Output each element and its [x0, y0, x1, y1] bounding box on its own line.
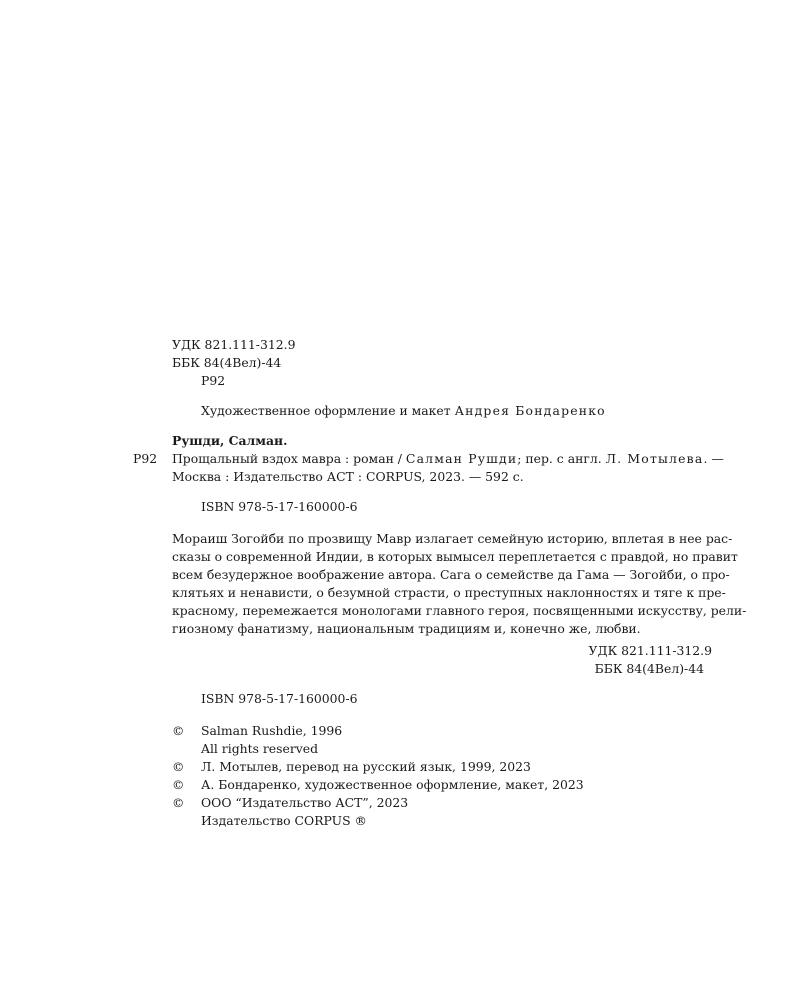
copyright-item: Salman Rushdie, 1996: [201, 723, 343, 738]
copyright-item: Л. Мотылев, перевод на русский язык, 1999, 2023: [201, 759, 531, 774]
copyright-symbol: ©: [172, 759, 185, 774]
author-sign: Р92: [201, 373, 226, 388]
bbk-code: ББК 84(4Вел)-44: [172, 355, 282, 370]
right-bbk-code: ББК 84(4Вел)-44: [594, 661, 704, 676]
bib-title-author: Салман Рушди: [405, 451, 518, 466]
copyright-item: ООО “Издательство АСТ”, 2023: [201, 795, 409, 810]
design-credit-name: Андрея Бондаренко: [454, 403, 606, 418]
udk-code: УДК 821.111-312.9: [172, 337, 296, 352]
copyright-item: Издательство CORPUS ®: [201, 813, 367, 828]
annotation-line: Мораиш Зогойби по прозвищу Мавр излагает семейную историю, вплетая в нее рас-: [172, 531, 733, 546]
copyright-item: А. Бондаренко, художественное оформление, макет, 2023: [201, 777, 584, 792]
copyright-symbol: ©: [172, 795, 185, 810]
bib-title-line: [172, 450, 724, 468]
design-credit-prefix: Художественное оформление и макет: [201, 403, 455, 418]
bib-translation-note: ; пер. с англ.: [517, 451, 606, 466]
bib-author: Рушди, Салман.: [172, 433, 288, 448]
isbn-standalone: ISBN 978-5-17-160000-6: [201, 691, 358, 706]
bib-title: Прощальный вздох мавра : роман /: [172, 451, 406, 466]
annotation-line: всем безудержное воображение автора. Сага о семействе да Гама — Зогойби, о про-: [172, 567, 730, 582]
copyright-symbol: ©: [172, 777, 185, 792]
bib-publisher-line: Москва : Издательство АСТ : CORPUS, 2023. — 592 с.: [172, 469, 524, 484]
bib-line-end: . —: [703, 451, 724, 466]
design-credit: [201, 402, 606, 420]
bib-translator: Л. Мотылева: [605, 451, 704, 466]
right-udk-code: УДК 821.111-312.9: [588, 643, 712, 658]
annotation-line: красному, перемежается монологами главного героя, посвященными искусству, рели-: [172, 603, 747, 618]
annotation-line: клятьях и ненависти, о безумной страсти, о преступных наклонностях и тяге к пре-: [172, 585, 726, 600]
bib-isbn: ISBN 978-5-17-160000-6: [201, 499, 358, 514]
annotation-line: сказы о современной Индии, в которых вымысел переплетается с правдой, но правит: [172, 549, 738, 564]
copyright-symbol: ©: [172, 723, 185, 738]
copyright-item: All rights reserved: [201, 741, 319, 756]
annotation-last-line: гиозному фанатизму, национальным традициям и, конечно же, любви.: [172, 621, 641, 636]
bib-margin-sign: Р92: [133, 451, 158, 466]
